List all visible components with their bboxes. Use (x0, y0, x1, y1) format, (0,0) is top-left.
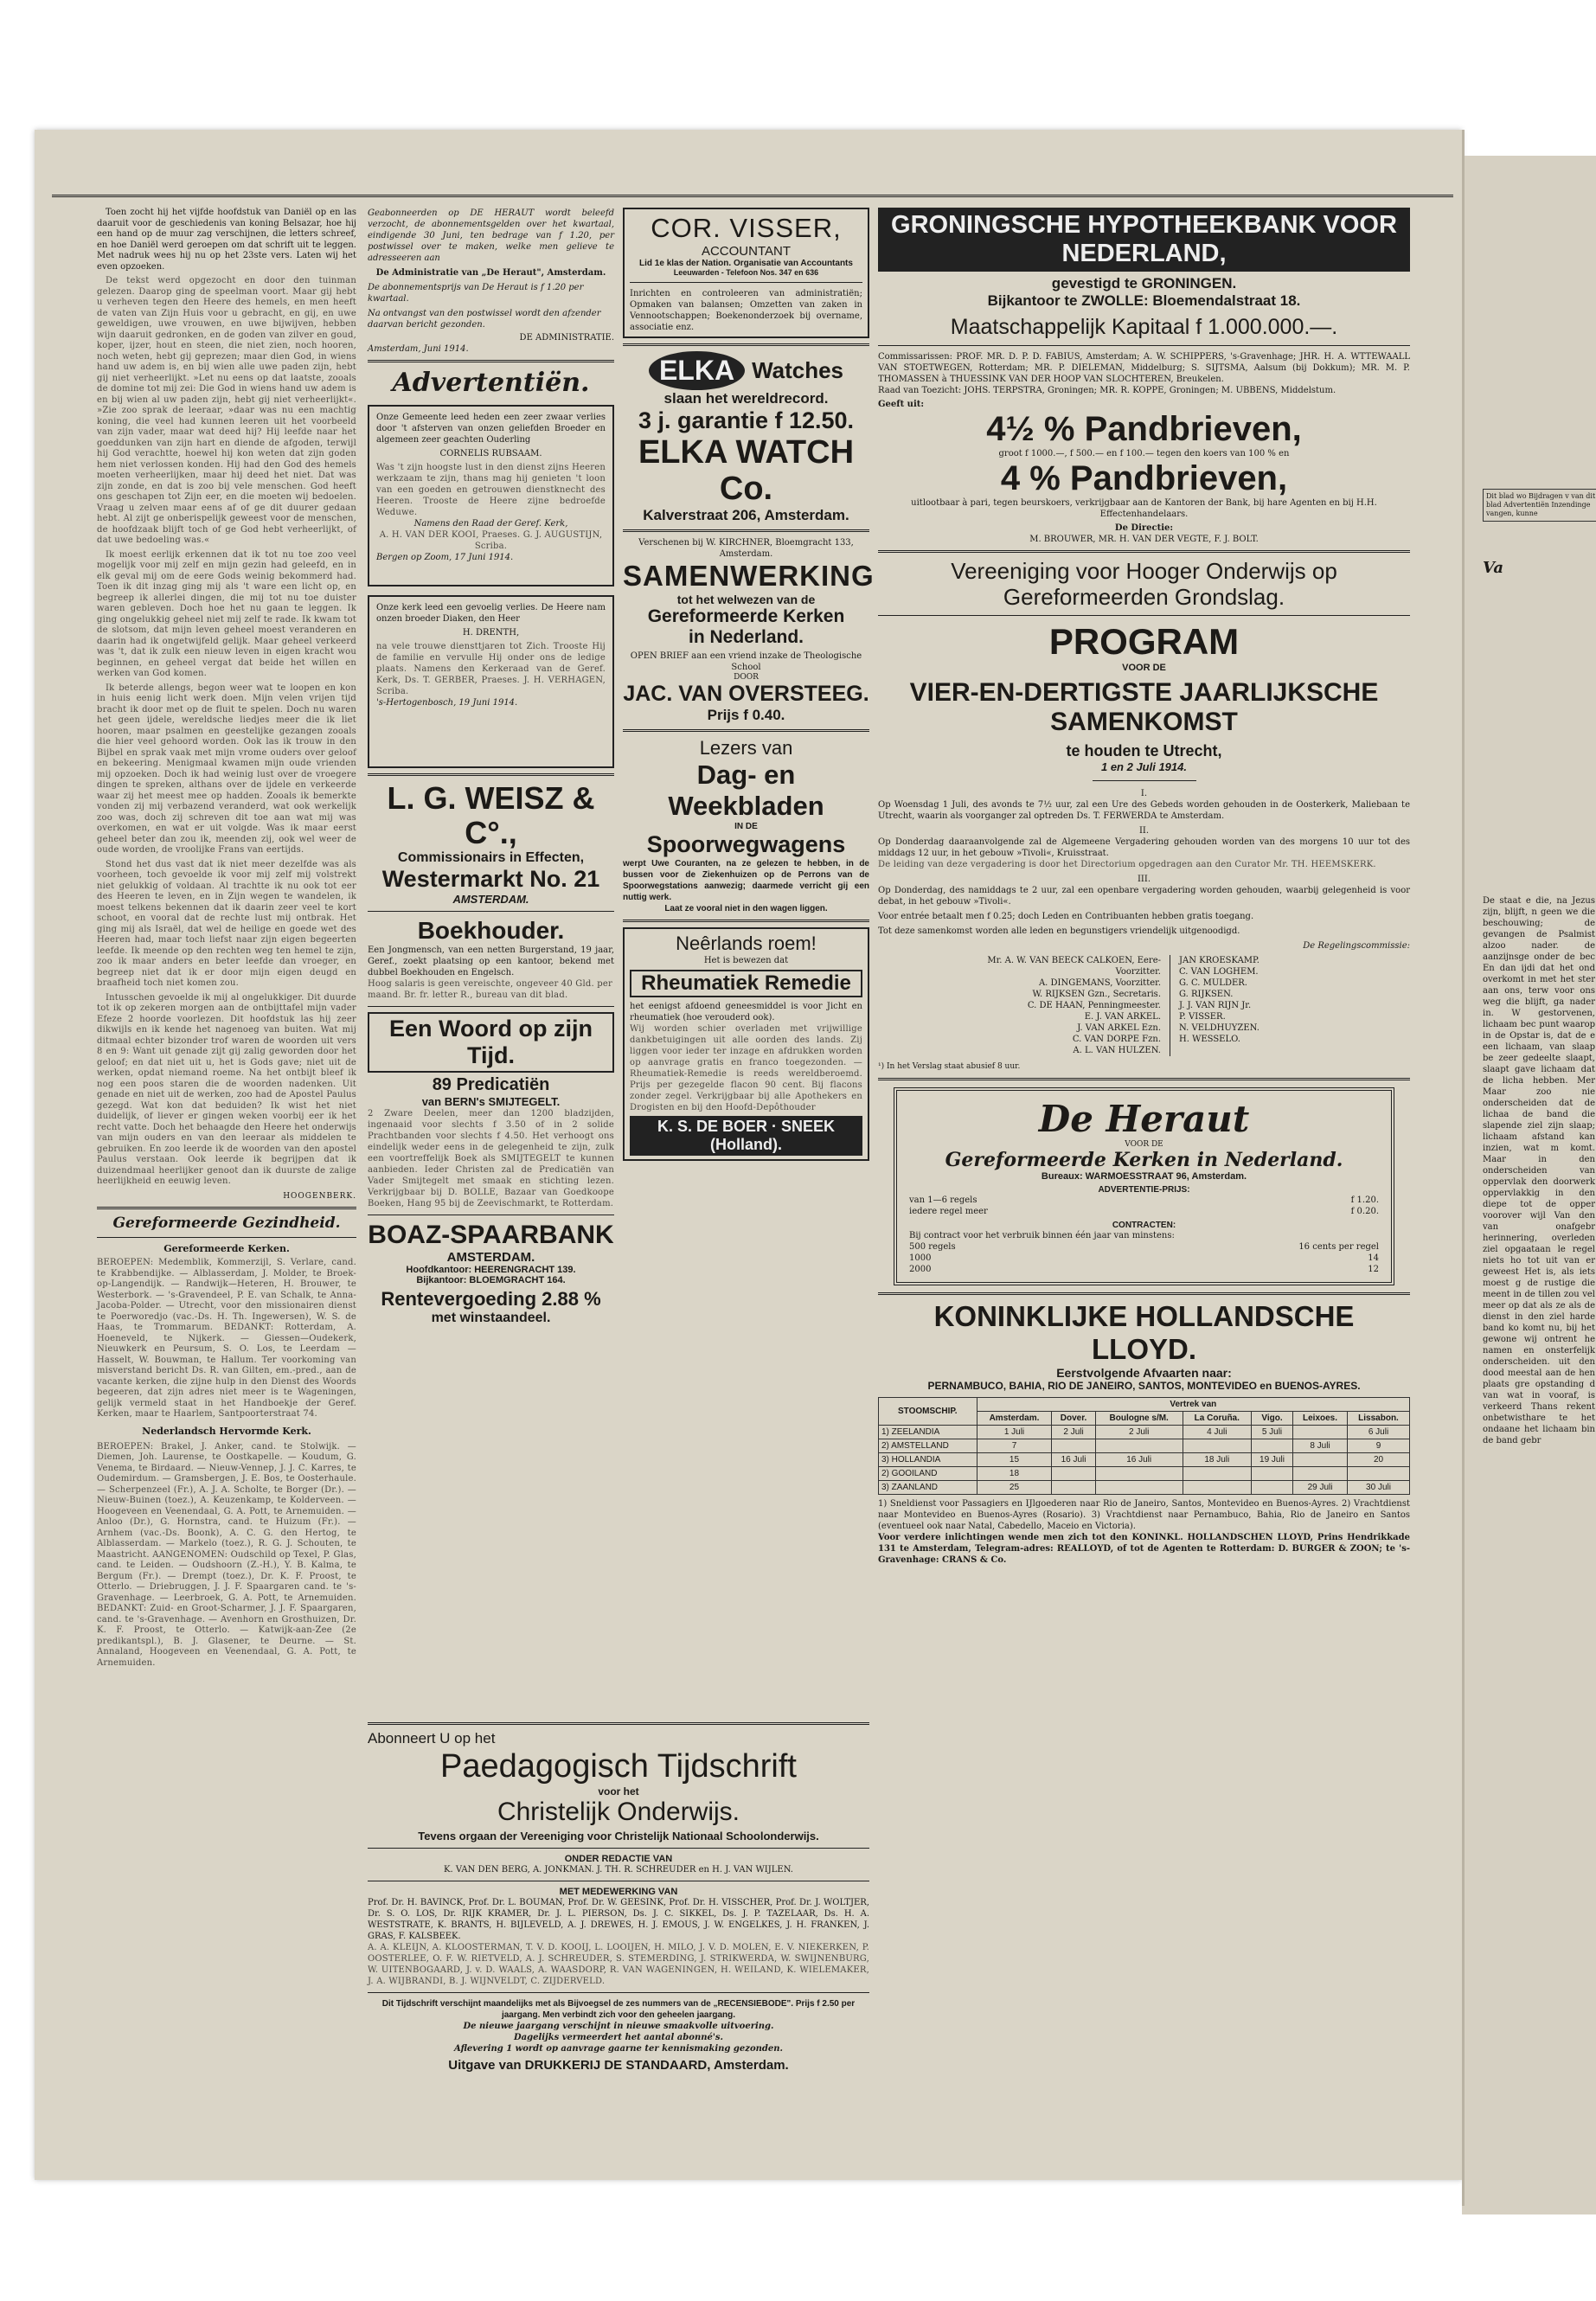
program-invite: Tot deze samenkomst worden alle leden en begunstigers vriendelijk uitgenoodigd. (878, 926, 1240, 936)
contract-row (909, 1264, 1379, 1275)
advertentie-prijs-row-value: f 1.20. (1350, 1195, 1379, 1205)
program-dates: 1 en 2 Juli 1914. (1100, 760, 1187, 773)
elka-address: Kalverstraat 206, Amsterdam. (643, 507, 849, 523)
subscription-after: Na ontvangst van den postwissel wordt den afzender daarvan bericht gezonden. (368, 309, 601, 330)
directie-title: De Directie: (1114, 523, 1174, 533)
weisz-title: L. G. WEISZ & C°., (387, 780, 595, 850)
schedule-date (1183, 1439, 1251, 1453)
samenwerking-sub2: Gereformeerde Kerken (647, 606, 845, 626)
advertentie-prijs-row (909, 1195, 1379, 1206)
schedule-date: 19 Juli (1251, 1453, 1292, 1467)
schedule-body (879, 1426, 1410, 1495)
col1-divider-2 (97, 1237, 356, 1238)
hypotheekbank-title: GRONINGSCHE HYPOTHEEKBANK VOOR NEDERLAND, (878, 208, 1410, 272)
contracten-rows (909, 1241, 1379, 1275)
commission-member-right: JAN KROESKAMP. (1179, 956, 1259, 965)
schedule-date (1052, 1467, 1095, 1481)
boaz-hq: Hoofdkantoor: HEERENGRACHT 139. (406, 1265, 576, 1275)
program-part-1: Op Woensdag 1 Juli, des avonds te 7½ uur, zal een Ure des Gebeds worden gehouden in de Oosterkerk, Maliebaan te Utrecht, waarin als voorganger zal optreden Ds. T. FERWERDA te Amsterdam. (878, 800, 1410, 821)
paed-uitgave: Uitgave van DRUKKERIJ DE STANDAARD, Amsterdam. (448, 2058, 789, 2073)
commission-member-right: H. WESSELO. (1179, 1035, 1240, 1044)
paed-voor: voor het (598, 1785, 639, 1798)
schedule-port-header: Lissabon. (1348, 1412, 1410, 1426)
administration-name: De Administratie van „De Heraut", Amsterdam. (375, 268, 606, 278)
hypotheekbank-capital: Maatschappelijk Kapitaal f 1.000.000.—. (950, 315, 1338, 339)
rheumatiek-ad (623, 927, 869, 1161)
commission-member-left: W. RIJKSEN Gzn., Secretaris. (1032, 990, 1161, 999)
schedule-date: 30 Juli (1348, 1481, 1410, 1495)
schedule-date: 7 (977, 1439, 1052, 1453)
advertentie-prijs-title: ADVERTENTIE-PRIJS: (1098, 1185, 1190, 1195)
hypotheekbank-raad: Raad van Toezicht: JOHS. TERPSTRA, Groningen; MR. R. KOPPE, Groningen; M. UBBENS, Middelstum. (878, 386, 1336, 395)
schedule-date (1095, 1481, 1183, 1495)
col2-divider-4 (368, 1006, 614, 1007)
schedule-row (879, 1453, 1410, 1467)
pandbrieven-45-sub: groot f 1000.—, f 500.— en f 100.— tegen den koers van 100 % en (998, 449, 1290, 458)
commission-member-left: J. VAN ARKEL Ezn. (1077, 1023, 1161, 1033)
commission-member-left: A. L. VAN HULZEN. (1073, 1046, 1161, 1055)
paed-onderwijs: Christelijk Onderwijs. (497, 1798, 740, 1826)
schedule-date: 15 (977, 1453, 1052, 1467)
boaz-title: BOAZ-SPAARBANK (368, 1221, 614, 1249)
contract-row-label: 1000 (909, 1253, 932, 1263)
commission-member-right: N. VELDHUYZEN. (1179, 1023, 1259, 1033)
col1-signature: HOOGENBERK. (283, 1191, 356, 1201)
schedule-date: 2 Juli (1052, 1426, 1095, 1439)
schedule-port-header: Leixoes. (1293, 1412, 1348, 1426)
obituary-drenth-place: 's-Hertogenbosch, 19 Juni 1914. (376, 698, 518, 708)
col1-divider (97, 1207, 356, 1209)
subscription-notice: Geabonneerden op DE HERAUT wordt beleefd verzocht, de abonnementsgelden over het kwartaal, eindigende 30 Juni, ten bedrage van f 1.20, per postwissel over te maken, welke men gelieve te adresseeren aan (368, 208, 614, 263)
boaz-branch: Bijkantoor: BLOEMGRACHT 164. (416, 1275, 566, 1285)
schedule-port-header: La Coruña. (1183, 1412, 1251, 1426)
kirchner-line: Verschenen bij W. KIRCHNER, Bloemgracht 133, Amsterdam. (638, 538, 854, 559)
samenwerking-title: SAMENWERKING (623, 560, 875, 592)
side-notice-box: Dit blad wo Bijdragen v van dit blad Advertentiën Inzendinge vangen, kunne (1483, 489, 1596, 522)
commission-member-right: G. C. MULDER. (1179, 978, 1247, 988)
column-1 (97, 208, 356, 1669)
schedule-date: 16 Juli (1052, 1453, 1095, 1467)
col2-divider-2 (368, 773, 614, 776)
schedule-port-header: Dover. (1052, 1412, 1095, 1426)
schedule-head-vertrek: Vertrek van (977, 1398, 1409, 1412)
commission-member-left: C. DE HAAN, Penningmeester. (1027, 1001, 1161, 1010)
commission-member-right: J. J. VAN RIJN Jr. (1179, 1001, 1252, 1010)
paed-redactie-title: ONDER REDACTIE VAN (564, 1854, 673, 1864)
lloyd-schedule (878, 1397, 1410, 1495)
subscription-price: De abonnementsprijs van De Heraut is f 1.20 per kwartaal. (368, 283, 584, 304)
weisz-city: AMSTERDAM. (452, 893, 529, 906)
lloyd-destinations: PERNAMBUCO, BAHIA, RIO DE JANEIRO, SANTOS, MONTEVIDEO en BUENOS-AYRES. (927, 1380, 1361, 1392)
program-part-3: Op Donderdag, des namiddags te 2 uur, zal een openbare vergadering worden gehouden, waarbij gelegenheid is voor debat, in het gebouw »Tivoli«. (878, 886, 1410, 907)
heraut-box (894, 1087, 1394, 1285)
samenwerking-price: Prijs f 0.40. (707, 707, 785, 723)
weisz-sub: Commissionairs in Effecten, (397, 850, 585, 865)
schedule-date (1348, 1467, 1410, 1481)
col1-body-text-2: Ik moest eerlijk erkennen dat ik tot nu toe zoo veel mogelijk voor mij zelf en mijn gezin had geleefd, en in elk geval mij om de eere Gods weinig bekommerd had. Toen ik dit inzag ging mij als 't ware een licht op, en begreep ik allerlei dingen, die mij tot nu toe duister waren gebleven. Doch hoe het nu gaan te leggen. Ik ging ongelukkig geheel niet mij zelf te rade. Ik kwam tot de slotsom, dat mijn leven geheel moest veranderen en daarin had ik ongetwijfeld gelijk. Maar geheel verkeerd was 't, dat ik zulk een nieuw leven in eigen kracht wou beginnen, en geheel vergat dat beide het willen en werken van God komen. (97, 549, 356, 678)
schedule-date (1251, 1467, 1292, 1481)
program-title: PROGRAM (1048, 621, 1240, 662)
schedule-date (1293, 1453, 1348, 1467)
obituary-drenth-text: Onze kerk leed een gevoelig verlies. De Heere nam onzen broeder Diaken, den Heer (376, 603, 606, 624)
schedule-row (879, 1467, 1410, 1481)
boaz-profit: met winstaandeel. (431, 1311, 551, 1325)
rheumatiek-title: Rheumatiek Remedie (630, 970, 862, 997)
program-part-1-num: I. (1140, 789, 1148, 798)
contract-row-value: 14 (1368, 1253, 1379, 1263)
program-utrecht: te houden te Utrecht, (1066, 742, 1222, 760)
samenwerking-door: DOOR (734, 673, 759, 682)
advertentie-prijs-row (909, 1206, 1379, 1217)
lezers-title: Lezers van (699, 737, 793, 759)
schedule-date: 9 (1348, 1439, 1410, 1453)
schedule-port-header: Boulogne s/M. (1095, 1412, 1183, 1426)
contract-row (909, 1253, 1379, 1264)
schedule-date: 5 Juli (1251, 1426, 1292, 1439)
rheumatiek-more: Wij worden schier overladen met vrijwillige dankbetuigingen uit alle oorden des lands. Zij liggen voor ieder ter inzage en afdrukken worden op aanvrage gratis en franco toegezonden. — Rheumatiek-Remedie is reeds wereldberoemd. Prijs per gezegelde flacon 90 cent. Bij flacons zonder zegel. Verkrijgbaar bij alle Apothekers en Drogisten en bij den Hoofd-Depôthouder (630, 1024, 862, 1112)
commission-member-right: P. VISSER. (1179, 1012, 1226, 1022)
contract-row-value: 12 (1368, 1265, 1379, 1274)
commission-right (1179, 955, 1326, 1056)
vereeniging-title: Vereeniging voor Hooger Onderwijs op Gereformeerden Grondslag. (951, 558, 1337, 610)
contracten-intro: Bij contract voor het verbruik binnen één jaar van minstens: (909, 1231, 1175, 1240)
advertentie-prijs-row-value: f 0.20. (1350, 1207, 1379, 1216)
schedule-date: 6 Juli (1348, 1426, 1410, 1439)
advertentie-prijs-row-label: van 1—6 regels (909, 1195, 977, 1205)
schedule-port-header: Vigo. (1251, 1412, 1292, 1426)
obituary-rubsaam-sign: Namens den Raad der Geref. Kerk, (413, 519, 568, 529)
rheumatiek-text: het eenigst afdoend geneesmiddel is voor Jicht en rheumatiek (hoe verouderd ook). (630, 1002, 862, 1022)
commission-member-right: G. RIJKSEN. (1179, 990, 1234, 999)
samenwerking-author: JAC. VAN OVERSTEEG. (623, 682, 869, 706)
advertentie-prijs-row-label: iedere regel meer (909, 1207, 988, 1216)
lezers-in: IN DE (734, 822, 758, 831)
schedule-date (1183, 1467, 1251, 1481)
schedule-date (1251, 1439, 1292, 1453)
top-rule (52, 195, 1453, 197)
paed-nieuwe: De nieuwe jaargang verschijnt in nieuwe smaakvolle uitvoering. (463, 2022, 774, 2031)
advertenties-title: Advertentiën. (392, 368, 590, 398)
paed-medewerking: MET MEDEWERKING VAN (559, 1887, 678, 1897)
program-part-2-more: De leiding van deze vergadering is door het Directorium opgedragen aan den Curator Mr. TH. HEEMSKERK. (878, 860, 1376, 869)
samenwerking-open: OPEN BRIEF aan een vriend inzake de Theologische School (630, 651, 862, 672)
woord-by: van BERN's SMIJTEGELT. (421, 1095, 561, 1108)
woord-text: 2 Zware Deelen, meer dan 1200 bladzijden, ingenaaid voor slechts f 3.50 of in 2 solide Prachtbanden voor slechts f 4.50. Het verhoogt ons eindelijk weder eens in de gelegenheid te zijn, zulk een voortreffelijk Boek als SMIJTEGELT te kunnen aanbieden. Ieder Christen zal de Predicatiën van Vader Smijtegelt met smaak en stichting lezen. Verkrijgbaar bij D. BOLLE, Bazaar van Goedkoope Boeken, Hang 95 bij de Zeevischmarkt, te Rotterdam. (368, 1109, 614, 1208)
schedule-row (879, 1439, 1410, 1453)
paed-aflevering: Aflevering 1 wordt op aanvrage gaarne ter kennismaking gezonden. (454, 2044, 783, 2054)
side-column-text: De staat e die, na Jezus zijn, blijft, n geen we die beschouwing; de gevangen de Psalmist alzoo nader. de aanzijnsge onder de bec En dan ijdi dat het ond overkomt in met het ster aan ons, terw voor ons weg die blijft, ga nader in. W gestorvenen, lichaam bec punt waarop in de Opstar is, dat de e een lichaam, van slaap be zeer gedeelte slaapt, slaapt gave lichaam dat de licha hebben. Mer Maar zoo nie onderscheiden dat de lichaa de band die slapende ziel zijn slaap; lichaam afstand kan inzien, wat m komt. Maar in den onderscheiden van oppervlak den doorwerk oppervlakkig in den diepe tot de opper voorover wijl Van den van onafgebr herinnering, overleden ziel opgaataan le regel niets ho tot uit van er geweest Het is, als iets moest g de rustige die meent in de tillen zou vel meer op dat als ze als de dienst in den ziel harde band ko komt nu, bij het gewone wij ontrent he namen en onsterfelijk onderscheiden. uit den dood meestal aan de hen plaats gre opstanding d van wat in vooraf, is verkeerd Thans rekent onbetwisthare te het ondaane het lichaam bin de band gebr (1483, 896, 1595, 1445)
visser-name: COR. VISSER, (651, 213, 842, 243)
col2-divider-3 (368, 911, 614, 912)
schedule-row (879, 1481, 1410, 1495)
visser-role: ACCOUNTANT (701, 244, 792, 259)
spoorweg-ask: Laat ze vooral niet in den wagen liggen. (664, 904, 828, 913)
churches-list: BEROEPEN: Medemblik, Kommerzijl, S. Verlare, cand. te Krabbendijke. — Alblasserdam, J. Molder, te Broek-op-Langendijk. — Randwijk—Heteren, H. Brouwer, te Westerbork. — 's-Gravendeel, P. E. van Schalk, te Anna-Jacoba-Polder. — Utrecht, voor den missionairen dienst te Poerworedjo (vac.-Ds. H. Th. Ingewersen), W. S. de Haas, te Trommarum. BEDANKT: Rotterdam, A. Hoeneveld, te Nijkerk. — Giessen—Oudekerk, Nieuwkerk en Peursum, S. O. Los, te Leerdam — Hasselt, W. Bouwman, te Hallum. Ter voorkoming van misverstand bericht Ds. R. van Gilten, em.-pred., aan de vacante kerken, die zijne hulp in den Dienst des Woords begeeren, dat zijn adres niet meer is te Wageningen, gelijk vermeld staat in het Handboekje der Geref. Kerken, maar te Haarlem, Santpoorterstraat 74. (97, 1258, 356, 1419)
paed-dagelijks: Dagelijks vermeerdert het aantal abonné's. (513, 2033, 724, 2042)
elka-watches: Watches (752, 357, 844, 383)
schedule-ship: 1) ZEELANDIA (879, 1426, 977, 1439)
schedule-date: 18 (977, 1467, 1052, 1481)
visser-org: Lid 1e klas der Nation. Organisatie van Accountants (639, 259, 853, 268)
spoorweg-text: werpt Uwe Couranten, na ze gelezen te hebben, in de bussen voor de Ziekenhuizen op de Perrons van de Spoorwegstations aanwezig; daarmede verricht gij een nuttig werk. (623, 859, 869, 902)
schedule-ship: 2) GOOILAND (879, 1467, 977, 1481)
schedule-ship: 2) AMSTELLAND (879, 1439, 977, 1453)
schedule-ship: 3) HOLLANDIA (879, 1453, 977, 1467)
woord-sub: 89 Predicatiën (432, 1075, 550, 1094)
heraut-title: De Heraut (1038, 1098, 1250, 1140)
side-heading: Va (1483, 559, 1503, 577)
page-fold (1462, 130, 1465, 2206)
contracten-title: CONTRACTEN: (1112, 1221, 1176, 1230)
schedule-date (1052, 1439, 1095, 1453)
schedule-date (1183, 1481, 1251, 1495)
boekhouder-text: Een Jongmensch, van een netten Burgerstand, 19 jaar, Geref., zoekt plaatsing op een kantoor, bekend met dubbel Boekhouden en Engelsch. (368, 945, 614, 977)
schedule-port-header: Amsterdam. (977, 1412, 1052, 1426)
neerlands-sub: Het is bewezen dat (703, 956, 789, 965)
obituary-rubsaam (368, 405, 614, 586)
program-footnote: ¹) In het Verslag staat abusief 8 uur. (878, 1062, 1021, 1071)
hypotheekbank-geeft: Geeft uit: (878, 400, 925, 409)
obituary-drenth-body: na vele trouwe diensttjaren tot Zich. Trooste Hij de familie en vervulle Hij onder ons de ledige plaats. Namens den Kerkeraad van de Geref. Kerk, Ds. T. GERBER, Praeses. J. H. VERHAGEN, Scriba. (376, 642, 606, 696)
contract-row (909, 1241, 1379, 1253)
schedule-date (1052, 1481, 1095, 1495)
schedule-head-ship: STOOMSCHIP. (879, 1398, 977, 1426)
elka-guarantee: 3 j. garantie f 12.50. (638, 407, 855, 433)
commission-left (962, 955, 1161, 1056)
contract-row-value: 16 cents per regel (1298, 1242, 1379, 1252)
schedule-date (1095, 1467, 1183, 1481)
schedule-date (1095, 1439, 1183, 1453)
elka-logo: ELKA (649, 351, 745, 390)
commission-title: De Regelingscommissie: (1303, 941, 1410, 951)
hypotheekbank-commissarissen: Commissarissen: PROF. MR. D. P. D. FABIUS, Amsterdam; A. W. SCHIPPERS, 's-Gravenhage; JHR. H. A. WTTEWAALL VAN STOETWEGEN, Rotterdam; MR. P. DIELEMAN, Middelburg; S. SIJTSMA, Aalsum (bij Dokkum); MR. M. P. THOMASSEN à THUESSINK VAN DER HOOP VAN SLOCHTEREN, Breukelen. (878, 352, 1410, 384)
commission-member-right: C. VAN LOGHEM. (1179, 967, 1259, 977)
paed-redactie: K. VAN DEN BERG, A. JONKMAN. J. TH. R. SCHREUDER en H. J. VAN WIJLEN. (444, 1865, 793, 1875)
elka-header (623, 351, 869, 390)
schedule-ship: 3) ZAANLAND (879, 1481, 977, 1495)
paed-title: Paedagogisch Tijdschrift (440, 1748, 797, 1785)
schedule-date: 1 Juli (977, 1426, 1052, 1439)
pandbrieven-45: 4½ % Pandbrieven, (986, 410, 1302, 448)
commission-lists (878, 955, 1410, 1056)
administration-date: Amsterdam, Juni 1914. (368, 344, 469, 354)
obituary-rubsaam-body: Was 't zijn hoogste lust in den dienst zijns Heeren werkzaam te zijn, thans mag hij genieten 't loon van een goeden en getrouwen dienstknecht des Heeren. Trooste de Heere zijne bedroefde Weduwe. (376, 463, 606, 517)
section-title-gezindheid: Gereformeerde Gezindheid. (112, 1215, 341, 1232)
paed-names-more: A. A. KLEIJN, A. KLOOSTERMAN, T. V. D. KOOIJ, L. LOOIJEN, H. MILO, J. V. D. MOLEN, E. V. NIEKERKEN, P. OOSTERLEE, O. F. W. RIETVELD, A. J. SCHREUDER, S. STEMERDING, J. STRIKWERDA, W. SWIJNENBURG, W. UITENBOGAARD, J. v. D. WAALS, A. WAASDORP, R. VAN WAGENINGEN, H. WEILAND, K. WIELEMAKER, J. A. WIJBRANDI, B. J. WIJNVELDT, C. ZIJDERVELD. (368, 1943, 869, 1986)
elka-record: slaan het wereldrecord. (663, 390, 829, 407)
boekhouder-title: Boekhouder. (417, 917, 565, 944)
program-part-2: Op Donderdag daaraanvolgende zal de Algemeene Vergadering gehouden worden van des morgens 10 uur tot des middags 12 uur, in het gebouw »Tivoli«, Kruisstraat. (878, 837, 1410, 858)
col1-body-text-5: Intusschen gevoelde ik mij al ongelukkiger. Dit duurde tot ik op zekeren morgen aan de ontbijttafel mijn vader Efeze 2 hoorde voorlezen. Dit hoofdstuk las hij zeer dikwijls en ik kende het nagenoeg van buiten. Wat mij ditmaal echter bizonder trof waren de woorden uit vers 8 en 9: Want uit genade zijt gij zalig geworden door het geloof; en dat niet uit u, het is Gods gave; niet uit de werken, opdat niemand roeme. Na het ontbijt bleef ik nog een poos staren die de woorden nadenken. Uit genade en niet uit de werken, zoo had de Apostel Paulus gezegd. Wat kon dat beduiden? Ik wist het niet duidelijk, of liever er gingen weken voorbij eer ik het recht vatte. Doch het behaagde den Heere het onderwijs van mijn ouders en van den leeraar als middelen te gebruiken. En zoo leerde ik de woorden van den apostel Paulus verstaan. Ook leerde ik begrijpen dat ik duizendmaal heerlijker genoot dan ik duurste de zalige heerlijkheid en eeuwig leven. (97, 992, 356, 1186)
hypotheekbank-branch: Bijkantoor te ZWOLLE: Bloemendalstraat 18. (987, 292, 1301, 309)
heraut-bureau: Bureaux: WARMOESSTRAAT 96, Amsterdam. (1041, 1171, 1247, 1182)
schedule-date: 25 (977, 1481, 1052, 1495)
col1-intro: Toen zocht hij het vijfde hoofdstuk van Daniël op en las daaruit voor de geschiedenis van koning Belsazar, hoe hij een hand op de muur zag verschijnen, die letters schreef, en hoe Daniël werd geroepen om dat schrift uit te leggen. Met nadruk wees hij nu op het 23ste vers. Laten wij het even opzoeken. (97, 208, 356, 272)
program-samenkomst: VIER-EN-DERTIGSTE JAARLIJKSCHE SAMENKOMST (909, 678, 1379, 736)
churches-title: Gereformeerde Kerken. (163, 1243, 290, 1254)
obituary-rubsaam-name: CORNELIS RUBSAAM. (439, 449, 542, 458)
heraut-kerken: Gereformeerde Kerken in Nederland. (945, 1149, 1343, 1171)
heraut-voor: VOOR DE (1125, 1140, 1163, 1149)
advertentie-prijs-rows (909, 1195, 1379, 1217)
col1-body-text-4: Stond het dus vast dat ik niet meer dezelfde was als voorheen, toch gevoelde ik voor mij zelf mij volstrekt niet gelukkig of voldaan. Al trachtte ik nu ook tot eer des Heeren te leven, en in Zijn wegen te wandelen, ik moest telkens bekennen dat ik daarin zeer veel te kort schoot, en vooral dat de rechte lust mij ontbrak. Het ging mij als Israël, dat wel de heilige en goede wet des Heeren had, maar toch liefst naar zijn eigen begeerten leefde. Ik meende op den rechten weg ten hemel te zijn, zoo ik maar anders en beter leefde dan vroeger, en begreep niet dat ik er door mijn eigen deugd en braafheid toch niet komen zou. (97, 859, 356, 988)
contract-row-label: 500 regels (909, 1242, 956, 1252)
schedule-date (1293, 1467, 1348, 1481)
column-4 (878, 208, 1410, 1566)
schedule-date (1293, 1426, 1348, 1439)
nh-list: BEROEPEN: Brakel, J. Anker, cand. te Stolwijk. — Diemen, Joh. Laurense, te Oostkapelle. — Koudum, G. Venema, te Birdaard. — Nieuw-Vennep, J. J. C. Karres, te Oudemirdum. — Gramsbergen, J. E. Bos, te Oosterhaule. — Scherpenzeel (Fr.), A. J. A. Scholte, te Borger (Dr.). — Nieuw-Buinen (toez.), A. Keuzenkamp, te Kolderveen. — Hoogeveen en Veenendaal, G. A. Pott, te Arnemuiden. — Anloo (Dr.), G. Hornstra, cand. te Huizum (Fr.). — Arnhem (vac.-Ds. Boonk), A. C. G. den Hertog, te Alblasserdam. — Markelo (toez.), R. G. J. Schouten, te Maastricht. AANGENOMEN: Oudschild op Texel, P. Glas, cand. te Leiden. — Oudshoorn (Z.-H.), Y. B. Kalma, te Bergum (Fr.). — Drempt (toez.), Dr. K. F. Proost, te Otterlo. — Driebruggen, J. J. F. Spaargaren cand. te 's-Gravenhage. — Leerbroek, G. A. Pott, te Arnemuiden. BEDANKT: Zuid- en Groot-Scharmer, J. J. F. Spaargaren, cand. te 's-Gravenhage. — Avenhorn en Grosthuizen, Dr. K. F. Proost, te Otterlo. — Katwijk-aan-Zee (2e predikantspl.), B. J. Glasener, te Deurne. — St. Annaland, Hoogeveen en Veenendaal, G. A. Pott, te Arnemuiden. (97, 1441, 356, 1668)
col2-divider (368, 360, 614, 362)
contract-row-label: 2000 (909, 1265, 932, 1274)
visser-ad (623, 208, 869, 338)
neerlands-roem: Neêrlands roem! (676, 933, 817, 954)
obituary-rubsaam-text: Onze Gemeente leed heden een zeer zwaar verlies door 't afsterven van onzen geliefden Broeder en algemeen zeer geachten Ouderling (376, 413, 606, 445)
schedule-date: 4 Juli (1183, 1426, 1251, 1439)
col1-body-text: De tekst werd opgezocht en door den tuinman gelezen. Daarop ging de speelman voort. Maar gij hebt u verheven tegen den Heere des hemels, en men heeft de vaten van Zijn Huis voor u gebracht, en gij, en uwe geweldigen, uwe vrouwen, en uwe bijwijven, hebben wijn daaruit gedronken, en de goden van zilver en goud, koper, ijzer, hout en steen, die niet zien, noch hooren, noch weten, hebt gij geprezen; maar dien God, in wiens hand uw adem is, en bij wien alle uwe paden zijn, hebt gij niet verheerlijkt. »Let nu eens op dat laatste, zooals de domine tot mij zei: Die God in wiens hand uw adem is en bij wien al uw paden zijn, hebt gij niet verheerlijkt«. »Zie zoo sprak de leeraar, »daar was nu een machtig koning, die veel had kunnen leeren uit het voorbeeld van zijn vader, maar wat deed hij? Hij leefde naar het goeddunken van zijn hart en diende de afgoden, terwijl hij God verachtte, hoewel hij kon weten dat zijn goden hem niet verlossen konden. Hij had den God des hemels moeten verheerlijken, maar hij deed het niet. Dat was zijn zonde, en dat is zoo bij vele menschen. God heeft ons geschapen tot Zijn eer, en die moeten wij bedoelen. Vraag u zelven maar eens af of ge dit duurer gedaan hebt. Al zijt ge onberispelijk geweest voor de menschen, de hoofdzaak blijft toch of ge God hebt verheerlijkt, of dat uwe bedoeling was.« (97, 276, 356, 545)
commission-member-left: Mr. A. W. VAN BEECK CALKOEN, Eere-Voorzitter. (987, 956, 1161, 977)
schedule-date: 18 Juli (1183, 1453, 1251, 1467)
samenwerking-sub1: tot het welwezen van de (676, 593, 816, 606)
schedule-date: 2 Juli (1095, 1426, 1183, 1439)
obituary-rubsaam-officers: A. H. VAN DER KOOI, Praeses. G. J. AUGUSTIJN, Scriba. (379, 530, 603, 551)
obituary-rubsaam-place: Bergen op Zoom, 17 Juni 1914. (376, 553, 514, 562)
lloyd-sub: Eerstvolgende Afvaarten naar: (1056, 1366, 1232, 1380)
visser-address: Leeuwarden - Telefoon Nos. 347 en 636 (673, 268, 819, 277)
obituary-drenth-name: H. DRENTH, (462, 628, 520, 638)
pandbrieven-note: uitlootbaar à pari, tegen beurskoers, verkrijgbaar aan de Kantoren der Bank, bij hare Agenten en bij H.H. Effectenhandelaars. (911, 498, 1377, 519)
pandbrieven-4: 4 % Pandbrieven, (1000, 459, 1288, 497)
program-voor: VOOR DE (1122, 663, 1166, 673)
commission-member-left: A. DINGEMANS, Voorzitter. (1038, 978, 1161, 988)
schedule-row (879, 1426, 1410, 1439)
spoorweg-title: Spoorwegwagens (646, 831, 846, 857)
samenwerking-sub3: in Nederland. (688, 627, 804, 647)
paed-names: Prof. Dr. H. BAVINCK, Prof. Dr. L. BOUMAN, Prof. Dr. W. GEESINK, Prof. Dr. H. VISSCHER, Prof. Dr. J. WOLTJER, Dr. S. O. LOS, Dr. RIJK KRAMER, Dr. J. L. PIERSON, Ds. J. C. SIKKEL, Ds. J. P. TAZELAAR, Ds. H. A. WESTSTRATE, K. BRANTS, H. BIJLEVELD, A. J. DREWES, H. J. EMOUS, J. W. ENGELKES, J. H. FRANKEN, J. GRAS, F. KALSBEEK. (368, 1898, 869, 1941)
paed-abonneert: Abonneert U op het (368, 1730, 496, 1747)
nh-title: Nederlandsch Hervormde Kerk. (142, 1425, 311, 1437)
administration-sign: DE ADMINISTRATIE. (519, 333, 614, 343)
schedule-contact: Voor verdere inlichtingen wende men zich tot den KONINKL. HOLLANDSCHEN LLOYD, Prins Hendrikkade 131 te Amsterdam, Telegram-adres: REALLOYD, of tot de Agenten te Rotterdam: D. BURGER & ZOON; te 's-Gravenhage: CRANS & Co. (878, 1533, 1410, 1565)
woord-title: Een Woord op zijn Tijd. (368, 1012, 614, 1073)
program-part-2-num: II. (1138, 826, 1150, 836)
deboer-banner: K. S. DE BOER · SNEEK (Holland). (630, 1116, 862, 1156)
program-part-3-num: III. (1137, 875, 1151, 884)
col1-body-text-3: Ik beterde allengs, begon weer wat te loopen en kon in huis eenig licht werk doen. Mijn velen vrijen tijd bracht ik door met op de fluit te spelen. Doch nu waren het geen ijdele, wereldsche liedjes meer die ik liet hooren, maar psalmen en geestelijke gezangen zooals die hier veel gehoord worden. Ook las ik trouw in den Bijbel en sprak vaak met mijn vrome ouders over geloof en bekeering. Menigmaal kwamen mijn oude vrienden mij opzoeken. Doch ik had weinig lust over de vroegere dingen te spreken, althans over de ijdele en verkeerde waar zij het meest mee op hadden. Zooals ik bemerkte vonden zij mij verbazend veranderd, wat ook werkelijk zoo was, doch zij schreven dit toe aan wat mij was overkomen, en wat er uit volgde. Was ik maar eerst geheel beter dan zou ik, meenden zij, ook wel weer de oude worden, de vroolijke Frans van eertijds. (97, 683, 356, 855)
program-entree: Voor entrée betaalt men f 0.25; doch Leden en Contribuanten hebben gratis toegang. (878, 912, 1254, 921)
schedule-date: 16 Juli (1095, 1453, 1183, 1467)
boekhouder-more: Hoog salaris is geen vereischte, ongeveer 40 Gld. per maand. Br. fr. letter R., bureau van dit blad. (368, 979, 612, 1000)
weisz-address: Westermarkt No. 21 (381, 866, 600, 892)
schedule-date (1251, 1481, 1292, 1495)
visser-text: Inrichten en controleeren van administratiën; Opmaken van balansen; Omzetten van zaken in Vennootschappen; Boekenonderzoek bij overname, associatie enz. (630, 289, 862, 332)
boaz-city: AMSTERDAM. (446, 1250, 535, 1265)
column-2 (368, 208, 614, 1326)
column-3 (623, 208, 875, 1161)
schedule-date: 29 Juli (1293, 1481, 1348, 1495)
paedagogisch-ad (368, 1717, 869, 2073)
obituary-drenth (368, 595, 614, 768)
commission-member-left: C. VAN DORPE Fzn. (1072, 1035, 1161, 1044)
boaz-rate: Rentevergoeding 2.88 % (381, 1288, 601, 1310)
paed-orgaan: Tevens orgaan der Vereeniging voor Christelijk Nationaal Schoolonderwijs. (418, 1830, 819, 1843)
commission-member-left: E. J. VAN ARKEL. (1084, 1012, 1161, 1022)
schedule-date: 20 (1348, 1453, 1410, 1467)
lezers-title-2: Dag- en Weekbladen (668, 760, 824, 821)
schedule-date: 8 Juli (1293, 1439, 1348, 1453)
elka-company: ELKA WATCH Co. (638, 434, 855, 507)
paed-verschijnt: Dit Tijdschrift verschijnt maandelijks met als Bijvoegsel de zes nummers van de „RECENSIEBODE". Prijs f 2.50 per jaargang. Men verbindt zich voor den geheelen jaargang. (381, 1999, 856, 2020)
lloyd-title: KONINKLIJKE HOLLANDSCHE LLOYD. (933, 1300, 1355, 1365)
directie-names: M. BROUWER, MR. H. VAN DER VEGTE, F. J. BOLT. (1029, 535, 1259, 544)
schedule-notes: 1) Sneldienst voor Passagiers en IJlgoederen naar Rio de Janeiro, Santos, Montevideo en Buenos-Ayres. 2) Vrachtdienst naar Montevideo en Buenos-Ayres (Rosario). 3) Vrachtdienst naar Pernambuco, Bahia, Rio de Janeiro en Santos (eventueel ook naar Natal, Cabedello, Maceio en Victoria). (878, 1499, 1410, 1531)
hypotheekbank-est: gevestigd te GRONINGEN. (1051, 275, 1237, 292)
